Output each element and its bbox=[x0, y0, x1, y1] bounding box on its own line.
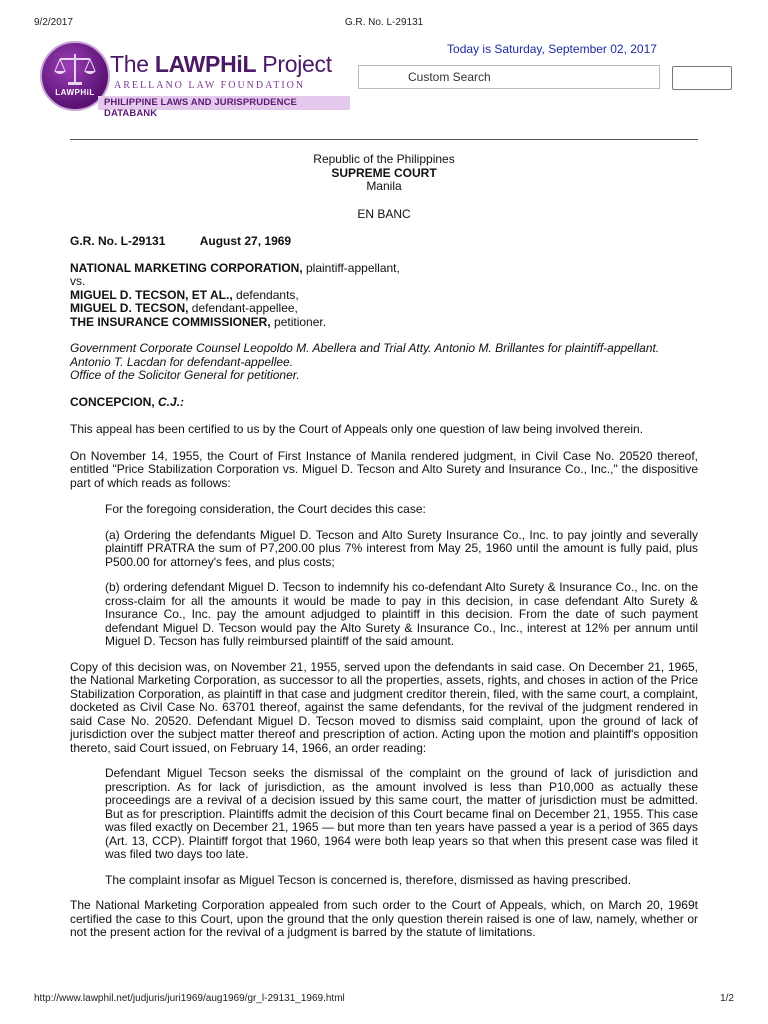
banc-line: EN BANC bbox=[357, 206, 411, 221]
quoted-paragraph: The complaint insofar as Miguel Tecson is concerned is, therefore, dismissed as having prescribed. bbox=[105, 872, 632, 887]
header-divider bbox=[70, 139, 698, 140]
case-heading bbox=[70, 235, 698, 249]
print-date: 9/2/2017 bbox=[34, 17, 73, 28]
page-number: 1/2 bbox=[720, 993, 734, 1004]
paragraph: Copy of this decision was, on November 21, 1955, served upon the defendants in said case. On December 21, 1965, the National Marketing Corporation, as successor to all the properties, assets, rights, and choses in action of the Price Stabilization Corporation, as plaintiff in that case and judgment creditor therein, filed, with the same court, a complaint, docketed as Civil Case No. 63701 thereof, against the same defendants, for the revival of the judgment rendered in said Case No. 20520. Defendant Miguel D. Tecson moved to dismiss said complaint, upon the ground of lack of jurisdiction over the subject matter thereof and prescription of action. Acting upon the motion and plaintiff's opposition thereto, said Court issued, on February 14, 1966, an order reading: bbox=[70, 659, 698, 755]
logo-band: PHILIPPINE LAWS AND JURISPRUDENCE DATABANK bbox=[98, 96, 350, 110]
paragraph: On November 14, 1955, the Court of First Instance of Manila rendered judgment, in Civil Case No. 20520 thereof, entitled "Price Stabilization Corporation vs. Miguel D. Tecson and Alto Surety and Insurance Co., Inc.," the dispositive part of which reads as follows: bbox=[70, 448, 698, 490]
search-button[interactable] bbox=[672, 66, 732, 90]
paragraph: This appeal has been certified to us by the Court of Appeals only one question of law being involved therein. bbox=[70, 422, 644, 436]
city-line: Manila bbox=[366, 179, 402, 193]
page-url[interactable]: http://www.lawphil.net/judjuris/juri1969/aug1969/gr_l-29131_1969.html bbox=[34, 993, 345, 1004]
case-number: G.R. No. L-29131 bbox=[70, 234, 166, 248]
search-placeholder: Custom Search bbox=[408, 70, 491, 84]
logo-title: The LAWPHiL Project bbox=[110, 51, 332, 77]
search-input[interactable] bbox=[358, 65, 660, 89]
parties-block: NATIONAL MARKETING CORPORATION, plaintiff-appellant, vs. MIGUEL D. TECSON, ET AL., defendants, MIGUEL D. TECSON, defendant-appellee, THE INSURANCE COMMISSIONER, petitioner. bbox=[70, 260, 400, 329]
decision-content bbox=[70, 153, 698, 940]
quoted-paragraph: (a) Ordering the defendants Miguel D. Tecson and Alto Surety Insurance Co., Inc. to pay jointly and severally plaintiff PRATRA the sum of P7,200.00 plus 7% interest from May 25, 1960 until the amount is fully paid, plus P500.00 for attorney's fees, and plus costs; bbox=[105, 527, 698, 569]
counsel-block: Government Corporate Counsel Leopoldo M. Abellera and Trial Atty. Antonio M. Brillantes for plaintiff-appellant. Antonio T. Lacdan for defendant-appellee. Office of the Solicitor General for petitioner. bbox=[70, 341, 660, 382]
quoted-paragraph: (b) ordering defendant Miguel D. Tecson to indemnify his co-defendant Alto Surety & Insurance Co., Inc. on the cross-claim for all the amounts it would be made to pay in this decision, in case defendant Alto Surety & Insurance Co., Inc. pay the amount adjudged to plaintiff in this decision. From the date of such payment defendant Miguel D. Tecson would pay the Alto Surety & Insurance Co., Inc., interest at 12% per annum until Miguel D. Tecson has fully reimbursed plaintiff of the said amount. bbox=[105, 580, 698, 648]
paragraph: The National Marketing Corporation appealed from such order to the Court of Appeals, which, on March 20, 1969t certified the case to this Court, upon the ground that the only question therein raised is one of law, namely, whether or not the present action for the revival of a judgment is barred by the statute of limitations. bbox=[70, 898, 698, 939]
print-title: G.R. No. L-29131 bbox=[344, 17, 424, 28]
case-date: August 27, 1969 bbox=[199, 234, 292, 248]
lawphil-logo[interactable] bbox=[40, 41, 350, 119]
today-date: Today is Saturday, September 02, 2017 bbox=[447, 42, 657, 56]
ponente: CONCEPCION, C.J.: bbox=[70, 394, 185, 409]
logo-seal-text: LAWPHiL bbox=[55, 88, 95, 97]
quoted-paragraph: For the foregoing consideration, the Court decides this case: bbox=[105, 502, 426, 516]
quoted-paragraph: Defendant Miguel Tecson seeks the dismissal of the complaint on the ground of lack of jurisdiction and prescription. As for lack of jurisdiction, as the amount involved is less than P10,000 as actually these proceedings are a revival of a decision issued by this same court, the matter of jurisdiction must be admitted. But as for prescription. Plaintiffs admit the decision of this Court became final on December 21, 1955. This case was filed exactly on December 21, 1965 — but more than ten years have passed a year is a period of 365 days (Art. 13, CCP). Plaintiff forgot that 1960, 1964 were both leap years so that when this present case was filed it was filed two days too late. bbox=[105, 766, 698, 861]
print-header bbox=[34, 17, 734, 31]
logo-subtitle: ARELLANO LAW FOUNDATION bbox=[114, 80, 306, 91]
court-name: SUPREME COURT bbox=[331, 165, 437, 180]
print-footer bbox=[34, 993, 734, 1004]
republic-line: Republic of the Philippines bbox=[313, 152, 455, 166]
